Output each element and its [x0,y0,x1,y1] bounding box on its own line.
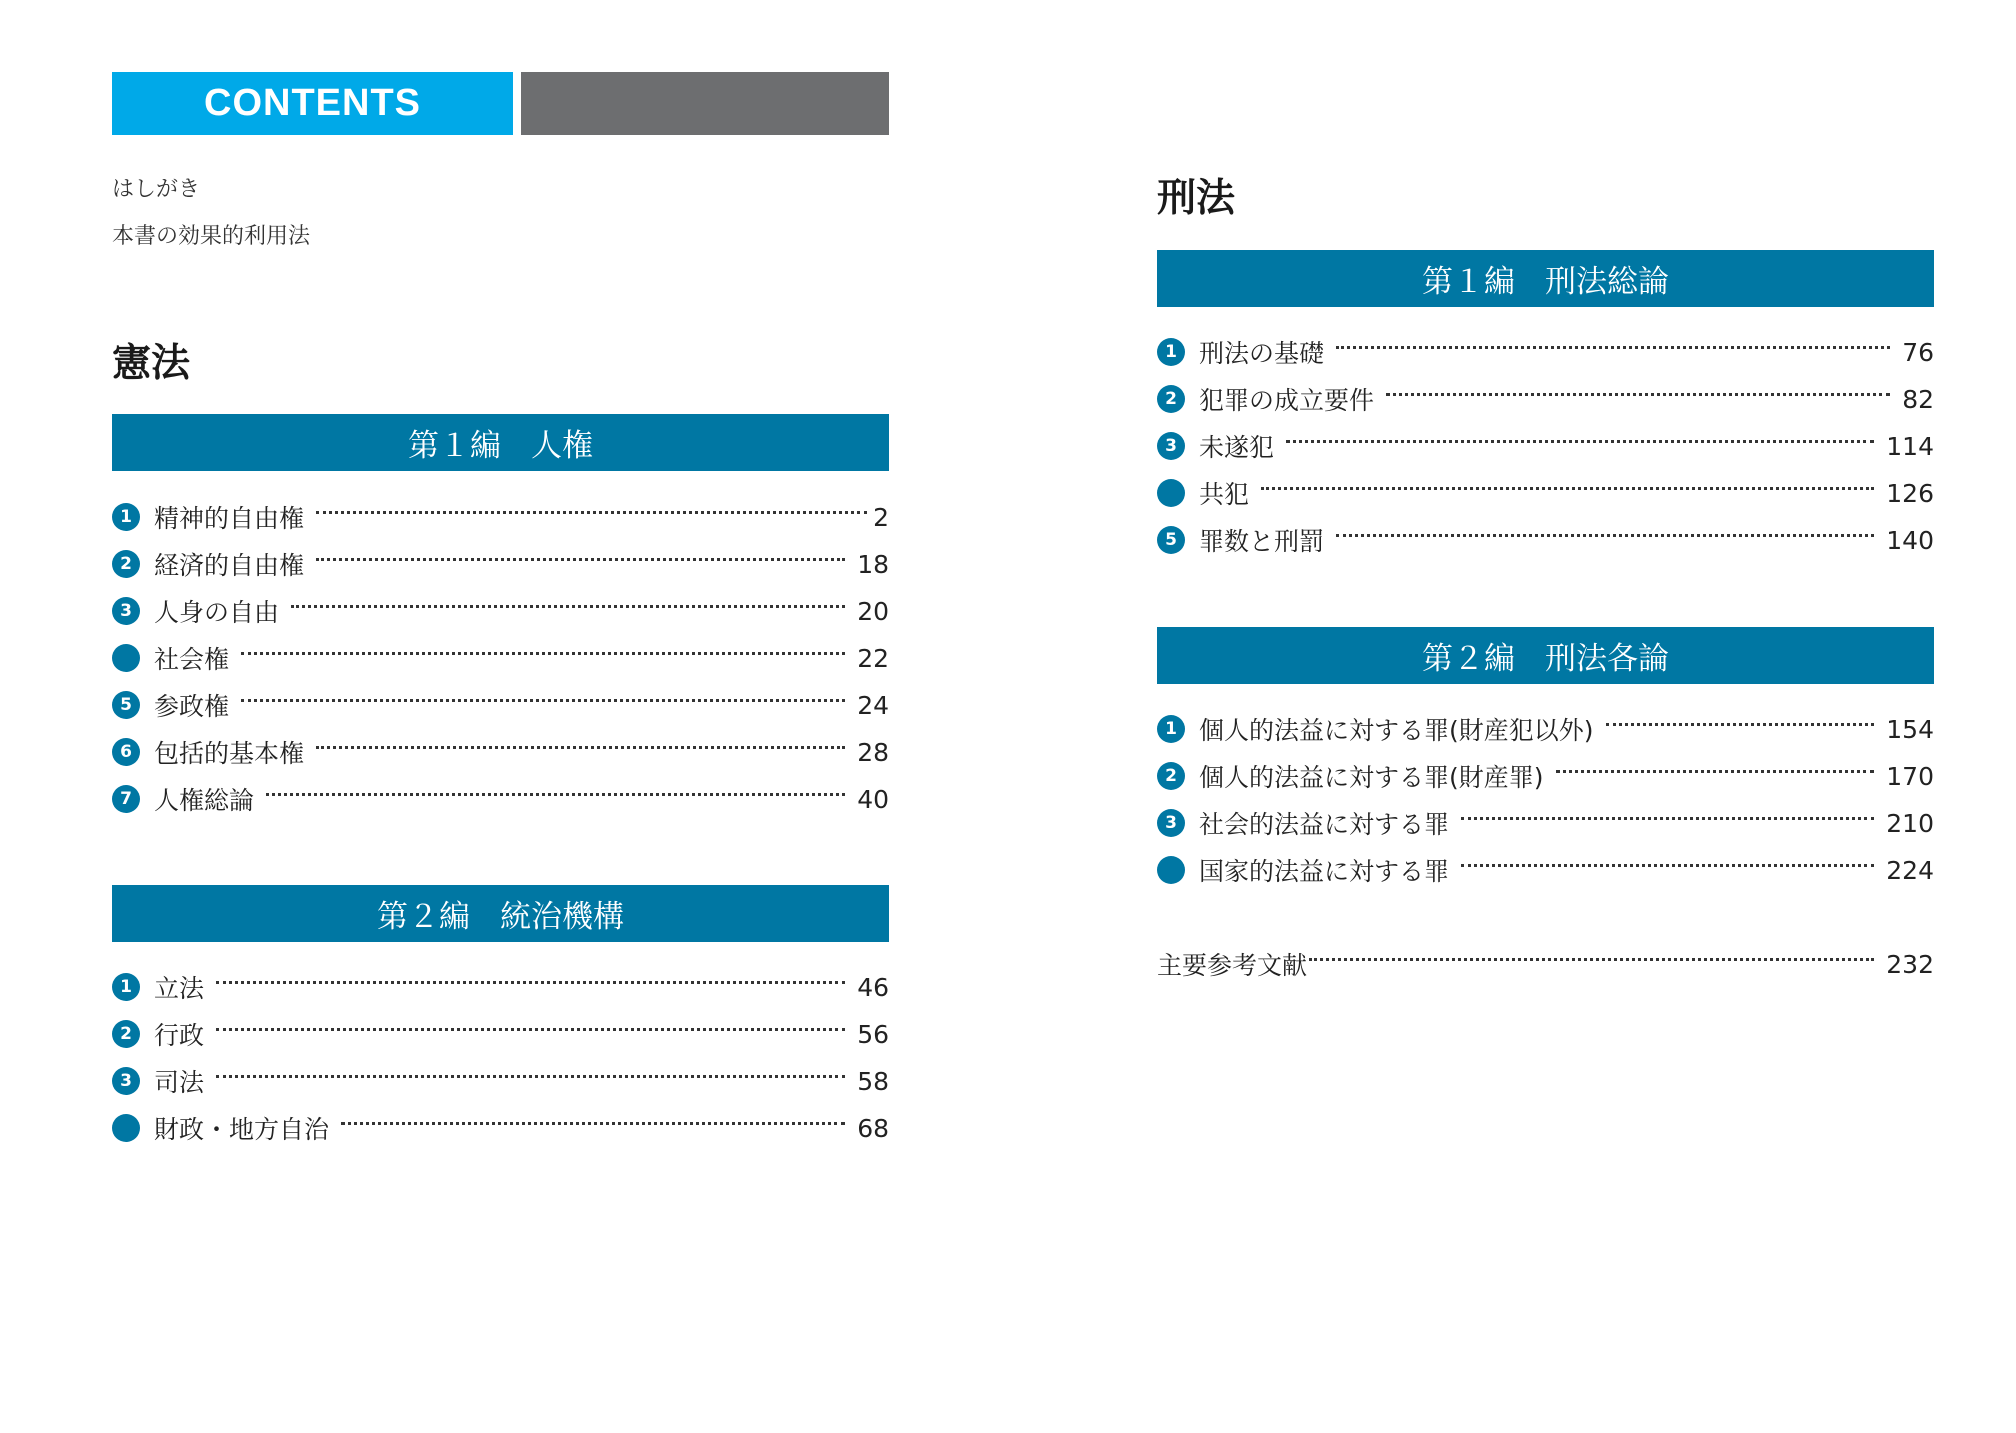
toc-entry[interactable] [1157,714,1934,744]
entry-page: 46 [857,972,889,1002]
toc-entry[interactable] [1157,478,1934,508]
entry-page: 114 [1886,431,1934,461]
toc-entry[interactable] [112,549,889,579]
number-badge [112,644,140,672]
part-number: 第１編 [1422,264,1515,300]
dot-leader [1556,770,1875,773]
entry-page: 28 [857,737,889,767]
toc-entry[interactable] [1157,525,1934,555]
contents-title: CONTENTS [204,82,421,124]
entry-label: 精神的自由権 [154,504,305,533]
toc-entry[interactable] [112,972,889,1002]
front-matter-preface[interactable]: はしがき [112,177,201,202]
entry-page: 40 [857,784,889,814]
part-number: 第１編 [408,428,501,464]
number-badge: 2 [112,550,140,578]
toc-entry[interactable] [112,502,889,532]
number-badge: 3 [1157,432,1185,460]
entry-label: 個人的法益に対する罪(財産罪) [1199,763,1544,792]
number-badge: 1 [1157,715,1185,743]
entry-page: 76 [1902,337,1934,367]
toc-entry[interactable] [112,1066,889,1096]
dot-leader [1309,958,1874,961]
entry-label: 経済的自由権 [154,551,305,580]
part-title: 刑法各論 [1545,641,1669,677]
dot-leader [266,793,845,796]
part-title: 統治機構 [500,899,624,935]
dot-leader [1336,534,1874,537]
number-badge: 5 [112,691,140,719]
entry-label: 社会権 [154,645,230,674]
entry-page: 24 [857,690,889,720]
entry-label: 行政 [154,1021,205,1050]
toc-entry[interactable] [1157,337,1934,367]
toc-entry-references[interactable] [1157,949,1934,979]
number-badge: 2 [1157,762,1185,790]
dot-leader [216,1075,845,1078]
dot-leader [1461,864,1874,867]
entry-page: 56 [857,1019,889,1049]
dot-leader [316,746,845,749]
entry-label: 人権総論 [154,786,255,815]
entry-label: 共犯 [1199,480,1250,509]
number-badge: 3 [112,597,140,625]
number-badge: 2 [1157,385,1185,413]
toc-entry[interactable] [1157,384,1934,414]
toc-entry[interactable] [112,690,889,720]
banner-gray-block [521,72,889,135]
toc-entry[interactable] [112,643,889,673]
dot-leader [216,981,845,984]
entry-label: 包括的基本権 [154,739,305,768]
part-header-left-2 [112,885,889,942]
number-badge: 1 [112,503,140,531]
toc-entry[interactable] [112,596,889,626]
contents-banner [112,72,513,135]
law-title-constitution: 憲法 [112,341,191,386]
entry-label: 主要参考文献 [1157,951,1308,980]
entry-label: 罪数と刑罰 [1199,527,1325,556]
part-number: 第２編 [377,899,470,935]
entry-label: 国家的法益に対する罪 [1199,857,1450,886]
dot-leader [241,699,845,702]
toc-entry[interactable] [112,1113,889,1143]
entry-page: 58 [857,1066,889,1096]
dot-leader [316,511,867,514]
entry-page: 170 [1886,761,1934,791]
number-badge: 1 [1157,338,1185,366]
dot-leader [216,1028,845,1031]
number-badge: 7 [112,785,140,813]
entry-page: 20 [857,596,889,626]
entry-page: 224 [1886,855,1934,885]
dot-leader [1261,487,1874,490]
entry-label: 司法 [154,1068,205,1097]
entry-label: 財政・地方自治 [154,1115,330,1144]
dot-leader [316,558,845,561]
toc-entry[interactable] [1157,761,1934,791]
entry-page: 2 [873,502,889,532]
entry-page: 68 [857,1113,889,1143]
dot-leader [341,1122,845,1125]
entry-label: 未遂犯 [1199,433,1275,462]
toc-entry[interactable] [112,784,889,814]
part-title: 刑法総論 [1545,264,1669,300]
dot-leader [1386,393,1890,396]
dot-leader [1286,440,1874,443]
law-title-criminal: 刑法 [1157,176,1236,221]
toc-entry[interactable] [112,737,889,767]
entry-page: 154 [1886,714,1934,744]
entry-page: 232 [1886,949,1934,979]
entry-page: 18 [857,549,889,579]
entry-page: 140 [1886,525,1934,555]
number-badge: 6 [112,738,140,766]
entry-page: 22 [857,643,889,673]
entry-page: 126 [1886,478,1934,508]
dot-leader [1461,817,1874,820]
number-badge: 3 [1157,809,1185,837]
number-badge: 3 [112,1067,140,1095]
entry-page: 210 [1886,808,1934,838]
entry-label: 社会的法益に対する罪 [1199,810,1450,839]
part-title: 人権 [531,428,593,464]
number-badge: 2 [112,1020,140,1048]
part-header-left-1 [112,414,889,471]
entry-label: 個人的法益に対する罪(財産犯以外) [1199,716,1594,745]
number-badge: 5 [1157,526,1185,554]
part-header-right-1 [1157,250,1934,307]
number-badge [1157,479,1185,507]
dot-leader [1606,723,1875,726]
toc-entry[interactable] [112,1019,889,1049]
number-badge [112,1114,140,1142]
dot-leader [241,652,845,655]
entry-label: 立法 [154,974,205,1003]
number-badge [1157,856,1185,884]
toc-entry[interactable] [1157,808,1934,838]
dot-leader [1336,346,1890,349]
entry-page: 82 [1902,384,1934,414]
toc-entry[interactable] [1157,855,1934,885]
number-badge: 1 [112,973,140,1001]
toc-entry[interactable] [1157,431,1934,461]
front-matter-howto[interactable]: 本書の効果的利用法 [112,224,311,249]
entry-label: 犯罪の成立要件 [1199,386,1375,415]
dot-leader [291,605,845,608]
entry-label: 人身の自由 [154,598,280,627]
part-header-right-2 [1157,627,1934,684]
entry-label: 刑法の基礎 [1199,339,1325,368]
entry-label: 参政権 [154,692,230,721]
part-number: 第２編 [1422,641,1515,677]
